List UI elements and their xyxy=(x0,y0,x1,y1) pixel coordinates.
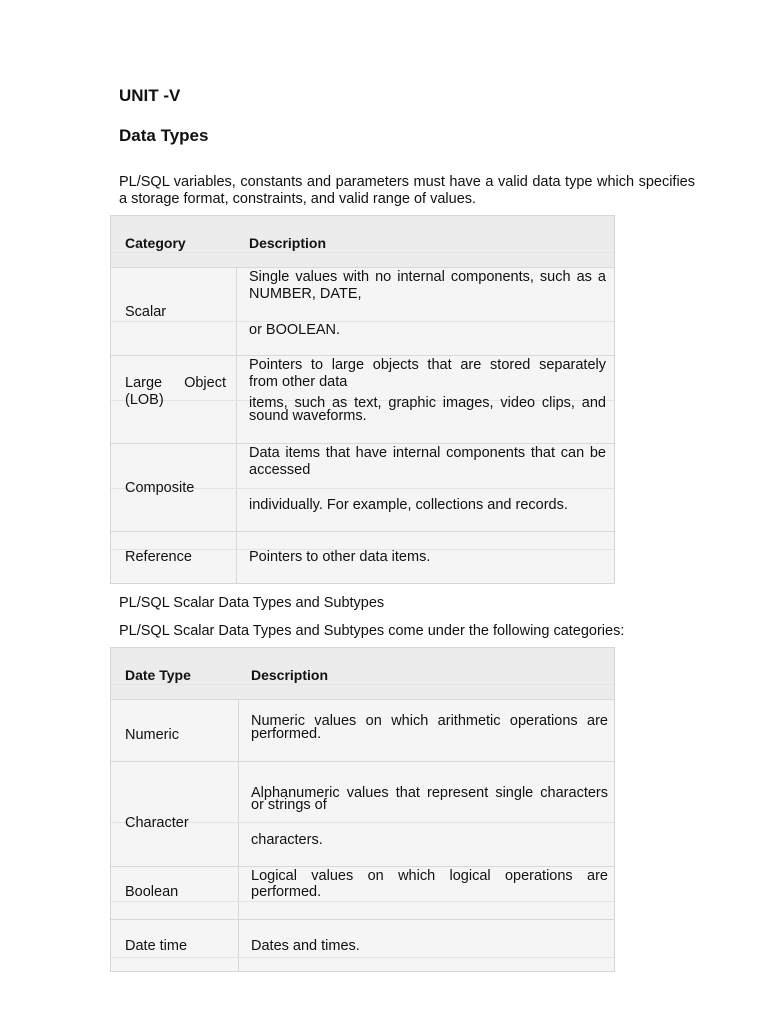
row-description-line: characters. xyxy=(251,832,323,848)
row-type: Boolean xyxy=(125,884,179,900)
row-type: Character xyxy=(125,815,189,831)
row-type: Numeric xyxy=(125,727,179,743)
category-table xyxy=(110,215,615,584)
table-row xyxy=(111,700,614,762)
table-row xyxy=(111,920,614,971)
section-title: Data Types xyxy=(119,126,209,145)
table-header-row xyxy=(111,216,614,268)
row-description-line: Logical values on which logical operations are performed. xyxy=(251,868,608,900)
header-description: Description xyxy=(251,667,329,683)
row-description-line: Numeric values on which arithmetic operations are performed. xyxy=(251,713,608,742)
row-category: Composite xyxy=(125,480,195,496)
unit-title: UNIT -V xyxy=(119,86,181,105)
table-row xyxy=(111,762,614,867)
table-row xyxy=(111,268,614,356)
table-header-row xyxy=(111,648,614,700)
table-row xyxy=(111,444,614,532)
row-description-line: Pointers to other data items. xyxy=(249,549,431,565)
table-row xyxy=(111,532,614,583)
row-description-line: Alphanumeric values that represent single characters or strings of xyxy=(251,785,608,813)
caption-scalar-types: PL/SQL Scalar Data Types and Subtypes xyxy=(119,595,385,611)
row-type: Date time xyxy=(125,938,188,954)
header-description: Description xyxy=(249,235,327,251)
row-description-line: Data items that have internal components that can be accessed xyxy=(249,445,606,478)
header-category: Category xyxy=(125,235,186,251)
row-description-line: Dates and times. xyxy=(251,938,360,954)
caption-categories: PL/SQL Scalar Data Types and Subtypes come under the following categories: xyxy=(119,623,625,639)
table-row xyxy=(111,867,614,920)
scalar-types-table xyxy=(110,647,615,972)
row-description-line: individually. For example, collections and records. xyxy=(249,497,568,513)
row-category: Reference xyxy=(125,549,192,565)
row-description-line: or BOOLEAN. xyxy=(249,322,341,338)
header-date-type: Date Type xyxy=(125,667,191,683)
row-category: Scalar xyxy=(125,304,167,320)
row-description-line: Single values with no internal components, such as a NUMBER, DATE, xyxy=(249,269,606,302)
intro-paragraph: PL/SQL variables, constants and parameters must have a valid data type which specifies a storage format, constraints, and valid range of values. xyxy=(119,174,695,207)
row-description-line: Pointers to large objects that are stored separately from other data xyxy=(249,357,606,390)
row-description-line: items, such as text, graphic images, video clips, and sound waveforms. xyxy=(249,395,606,424)
row-category: Large Object (LOB) xyxy=(125,375,226,408)
table-row xyxy=(111,356,614,444)
